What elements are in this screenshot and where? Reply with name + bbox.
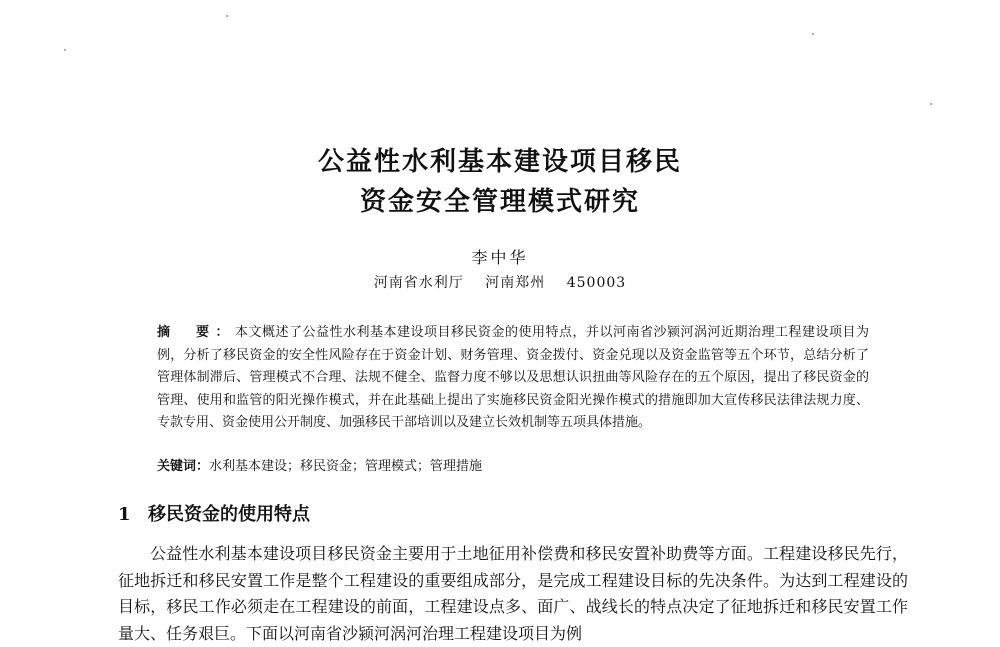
scan-speck	[812, 33, 814, 35]
keywords-text: 水利基本建设；移民资金；管理模式；管理措施	[209, 459, 483, 474]
affiliation-org: 河南省水利厅	[373, 275, 464, 291]
abstract-text: 本文概述了公益性水利基本建设项目移民资金的使用特点，并以河南省沙颍河涡河近期治理工程建设项目为例，分析了移民资金的安全性风险存在于资金计划、财务管理、资金拨付、资金兑现以及资金监管等五个环节，总结分析了管理体制滞后、管理模式不合理、法规不健全、监督力度不够以及思想认识扭曲等风险存在的五个原因，提出了移民资金的管理、使用和监管的阳光操作模式，并在此基础上提出了实施移民资金阳光操作模式的措施即加大宣传移民法律法规力度、专款专用、资金使用公开制度、加强移民干部培训以及建立长效机制等五项具体措施。	[157, 325, 869, 430]
affiliation-postcode: 450003	[566, 275, 627, 291]
body-paragraph: 公益性水利基本建设项目移民资金主要用于土地征用补偿费和移民安置补助费等方面。工程建设移民先行，征地拆迁和移民安置工作是整个工程建设的重要组成部分，是完成工程建设目标的先决条件。为达到工程建设的目标，移民工作必须走在工程建设的前面，工程建设点多、面广、战线长的特点决定了征地拆迁和移民安置工作量大、任务艰巨。下面以河南省沙颍河涡河治理工程建设项目为例	[118, 544, 908, 643]
author-name: 李中华	[471, 248, 529, 267]
section-heading	[118, 500, 310, 526]
keywords	[157, 457, 869, 477]
section-title: 移民资金的使用特点	[148, 504, 310, 525]
paper-title-line-1: 公益性水利基本建设项目移民	[317, 147, 682, 177]
scan-speck	[930, 103, 932, 105]
abstract	[157, 322, 869, 435]
scan-speck	[64, 49, 66, 51]
abstract-label: 摘 要：	[157, 325, 235, 340]
paper-title-line-2: 资金安全管理模式研究	[359, 187, 640, 217]
section-number: 1	[118, 504, 131, 525]
affiliation	[0, 272, 1000, 292]
keywords-label: 关键词：	[157, 459, 210, 474]
scan-speck	[226, 15, 228, 17]
affiliation-city: 河南郑州	[485, 275, 546, 291]
